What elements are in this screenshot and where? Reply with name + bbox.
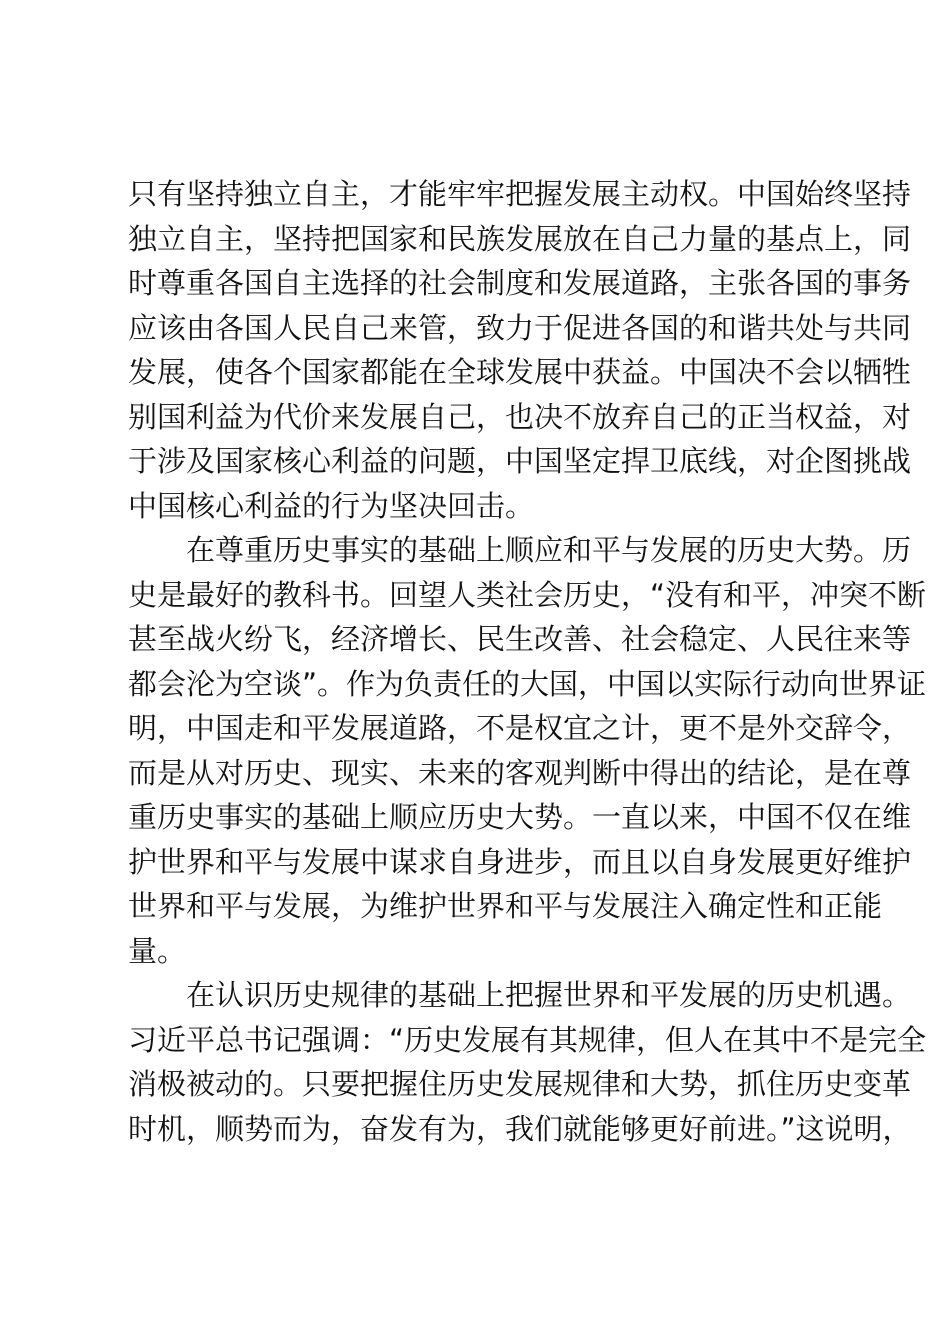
text-line: 习近平总书记强调：“历史发展有其规律，但人在其中不是完全 — [128, 1022, 927, 1057]
text-line: 在尊重历史事实的基础上顺应和平与发展的历史大势。历 — [128, 533, 912, 567]
text-line: 而是从对历史、现实、未来的客观判断中得出的结论，是在尊 — [128, 755, 912, 790]
text-line: 于涉及国家核心利益的问题，中国坚定捍卫底线，对企图挑战 — [128, 444, 912, 478]
text-line: 明，中国走和平发展道路，不是权宜之计，更不是外交辞令， — [128, 711, 912, 745]
text-line: 独立自主，坚持把国家和民族发展放在自己力量的基点上，同 — [128, 221, 912, 256]
text-line: 在认识历史规律的基础上把握世界和平发展的历史机遇。 — [128, 978, 912, 1012]
text-line: 都会沦为空谈”。作为负责任的大国，中国以实际行动向世界证 — [128, 666, 927, 701]
text-line: 时机，顺势而为，奋发有为，我们就能够更好前进。”这说明， — [128, 1111, 912, 1146]
text-line: 别国利益为代价来发展自己，也决不放弃自己的正当权益，对 — [128, 399, 912, 434]
body-text — [128, 172, 927, 1151]
text-line: 应该由各国人民自己来管，致力于促进各国的和谐共处与共同 — [128, 310, 912, 345]
text-line: 只有坚持独立自主，才能牢牢把握发展主动权。中国始终坚持 — [128, 177, 912, 211]
text-line: 世界和平与发展，为维护世界和平与发展注入确定性和正能 — [128, 889, 883, 923]
text-line: 护世界和平与发展中谋求自身进步，而且以自身发展更好维护 — [128, 844, 912, 879]
text-line: 甚至战火纷飞，经济增长、民生改善、社会稳定、人民往来等 — [128, 622, 912, 656]
text-line: 发展，使各个国家都能在全球发展中获益。中国决不会以牺牲 — [128, 355, 912, 389]
text-line: 量。 — [128, 933, 187, 968]
text-line: 时尊重各国自主选择的社会制度和发展道路，主张各国的事务 — [128, 266, 912, 300]
text-line: 史是最好的教科书。回望人类社会历史，“没有和平，冲突不断 — [128, 577, 927, 612]
text-line: 重历史事实的基础上顺应历史大势。一直以来，中国不仅在维 — [128, 800, 912, 834]
text-line: 中国核心利益的行为坚决回击。 — [128, 488, 535, 523]
text-line: 消极被动的。只要把握住历史发展规律和大势，抓住历史变革 — [128, 1067, 912, 1101]
